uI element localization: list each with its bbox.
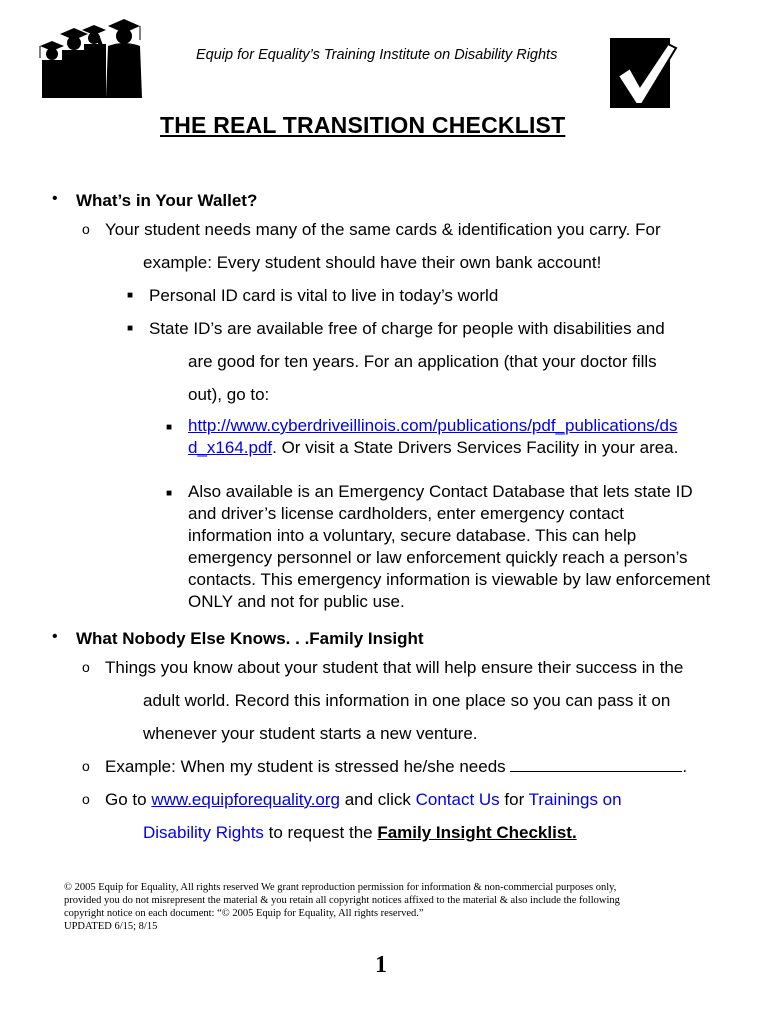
example-line xyxy=(105,756,687,778)
wallet-intro-line1: Your student needs many of the same cards & identification you carry. For xyxy=(105,220,661,239)
contact-us-link[interactable]: Contact Us xyxy=(415,790,500,809)
goto-line2 xyxy=(143,822,577,844)
footer-line4: UPDATED 6/15; 8/15 xyxy=(64,921,158,932)
footer-line1: © 2005 Equip for Equality, All rights reserved We grant reproduction permission for information & non-commercial purposes only, xyxy=(64,882,617,893)
footer-line2: provided you do not misrepresent the material & you retain all copyright notices affixed to the material & also include the following xyxy=(64,895,620,906)
item-state-id-line2: are good for ten years. For an application (that your doctor fills xyxy=(188,352,657,371)
goto-prefix: Go to xyxy=(105,790,152,809)
family-insight-line3: whenever your student starts a new venture. xyxy=(143,724,478,743)
section-heading-wallet: What’s in Your Wallet? xyxy=(76,191,258,210)
bullet-circle: o xyxy=(82,221,90,237)
wallet-intro-line2: example: Every student should have their own bank account! xyxy=(143,253,602,272)
page-title: THE REAL TRANSITION CHECKLIST xyxy=(160,112,566,138)
link-after-text: . Or visit a State Drivers Services Facility in your area. xyxy=(272,438,679,457)
bullet-square: ■ xyxy=(127,290,134,301)
family-insight-line1: Things you know about your student that will help ensure their success in the xyxy=(105,658,684,677)
goto-for: for xyxy=(499,790,529,809)
item-state-id-line1: State ID’s are available free of charge for people with disabilities and xyxy=(149,319,665,338)
goto-request: to request the xyxy=(263,823,378,842)
family-insight-checklist: Family Insight Checklist. xyxy=(377,823,577,842)
state-id-link-line2 xyxy=(188,437,678,459)
footer-line3: copyright notice on each document: “© 2005 Equip for Equality, All rights reserved.” xyxy=(64,908,424,919)
item-personal-id: Personal ID card is vital to live in today’s world xyxy=(149,286,499,305)
bullet-disc: • xyxy=(52,190,58,207)
bullet-square: ■ xyxy=(166,422,173,433)
example-end: . xyxy=(682,757,688,776)
emergency-contact-paragraph: Also available is an Emergency Contact Database that lets state ID and driver’s license cardholders, enter emergency contact information into a voluntary, secure database. This can help emergency personnel or law enforcement quickly reach a person’s contacts. This emergency information is viewable by law enforcement ONLY and not for public use. xyxy=(188,482,711,611)
section-heading-family-insight: What Nobody Else Knows. . .Family Insight xyxy=(76,629,424,648)
bullet-disc: • xyxy=(52,628,58,645)
page-number: 1 xyxy=(375,952,387,978)
state-id-application-link[interactable]: http://www.cyberdriveillinois.com/publications/pdf_publications/ds xyxy=(188,416,678,435)
item-state-id-line3: out), go to: xyxy=(188,385,270,404)
graduates-silhouette-icon xyxy=(38,16,142,98)
bullet-circle: o xyxy=(82,758,90,774)
bullet-circle: o xyxy=(82,791,90,807)
equip-website-link[interactable]: www.equipforequality.org xyxy=(151,790,340,809)
bullet-circle: o xyxy=(82,659,90,675)
bullet-square: ■ xyxy=(127,323,134,334)
bullet-square: ■ xyxy=(166,488,173,499)
goto-mid: and click xyxy=(340,790,416,809)
checkmark-box-icon xyxy=(610,38,678,108)
family-insight-line2: adult world. Record this information in one place so you can pass it on xyxy=(143,691,671,710)
fill-in-blank[interactable] xyxy=(510,757,682,772)
goto-line1 xyxy=(105,789,622,811)
trainings-link-cont[interactable]: Disability Rights xyxy=(143,823,264,842)
example-text: Example: When my student is stressed he/she needs xyxy=(105,757,506,776)
header-tagline: Equip for Equality’s Training Institute on Disability Rights xyxy=(196,47,558,63)
state-id-application-link-cont[interactable]: d_x164.pdf xyxy=(188,438,273,457)
trainings-link[interactable]: Trainings on xyxy=(528,790,622,809)
state-id-link-line1[interactable] xyxy=(188,415,677,437)
copyright-footer xyxy=(64,881,704,933)
